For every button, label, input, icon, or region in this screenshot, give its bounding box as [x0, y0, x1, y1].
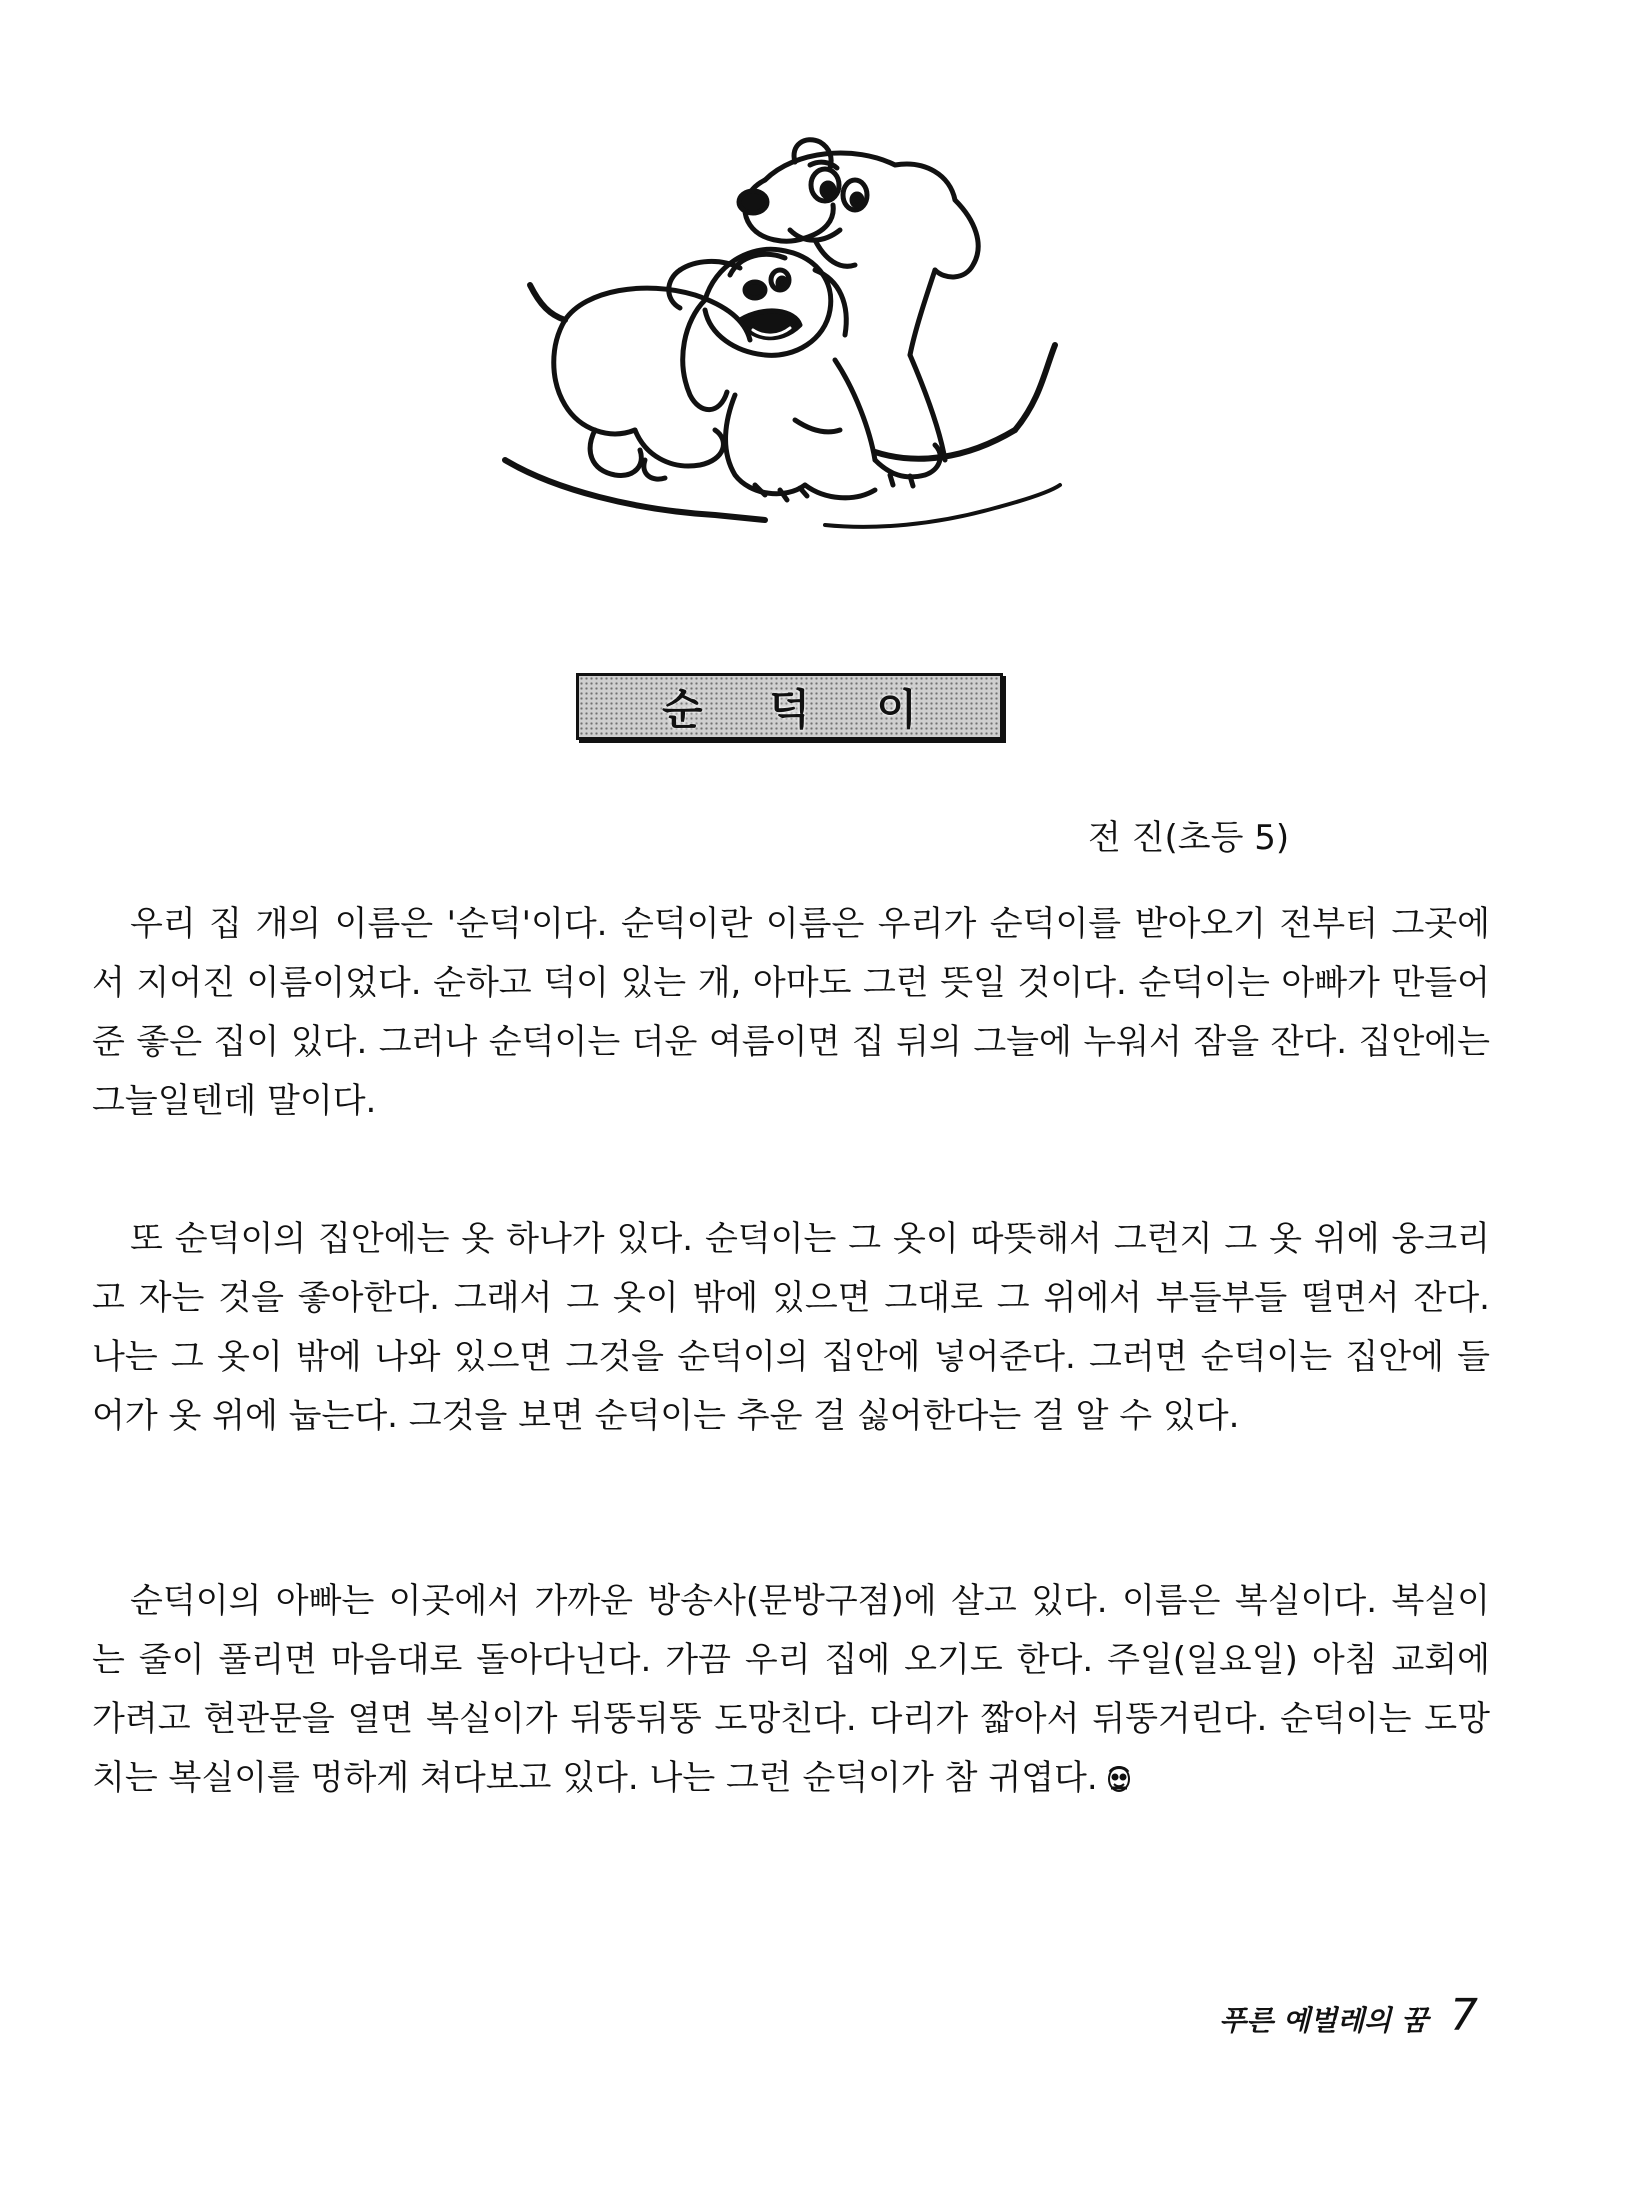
page-number: 7 — [1450, 1990, 1478, 2041]
paragraph-3 — [92, 1572, 1490, 1808]
book-title: 푸른 예벌레의 꿈 — [1219, 2004, 1428, 2037]
author-line: 전 진(초등 5) — [1088, 818, 1290, 858]
smiley-face-icon — [1106, 1763, 1132, 1793]
title-box — [576, 673, 1003, 740]
paragraph-3-text: 순덕이의 아빠는 이곳에서 가까운 방송사(문방구점)에 살고 있다. 이름은 복실이다. 복실이는 줄이 풀리면 마음대로 돌아다닌다. 가끔 우리 집에 오기도 한다. 주일(일요일) 아침 교회에 가려고 현관문을 열면 복실이가 뒤뚱뒤뚱 도망친다. 다리가 짧아서 뒤뚱거린다. 순덕이는 도망치는 복실이를 멍하게 쳐다보고 있다. 나는 그런 순덕이가 참 귀엽다. — [92, 1581, 1490, 1798]
dog-illustration — [495, 130, 1065, 570]
paragraph-1: 우리 집 개의 이름은 '순덕'이다. 순덕이란 이름은 우리가 순덕이를 받아오기 전부터 그곳에서 지어진 이름이었다. 순하고 덕이 있는 개, 아마도 그런 뜻일 것이다. 순덕이는 아빠가 만들어준 좋은 집이 있다. 그러나 순덕이는 더운 여름이면 집 뒤의 그늘에 누워서 잠을 잔다. 집안에는 그늘일텐데 말이다. — [92, 904, 1490, 1121]
paragraph-2: 또 순덕이의 집안에는 옷 하나가 있다. 순덕이는 그 옷이 따뜻해서 그런지 그 옷 위에 웅크리고 자는 것을 좋아한다. 그래서 그 옷이 밖에 있으면 그대로 그 위에서 부들부들 떨면서 잔다. 나는 그 옷이 밖에 나와 있으면 그것을 순덕이의 집안에 넣어준다. 그러면 순덕이는 집안에 들어가 옷 위에 눕는다. 그것을 보면 순덕이는 추운 걸 싫어한다는 걸 알 수 있다. — [92, 1219, 1490, 1436]
page-title: 순 덕 이 — [662, 684, 943, 734]
page-footer — [1219, 1990, 1478, 2041]
